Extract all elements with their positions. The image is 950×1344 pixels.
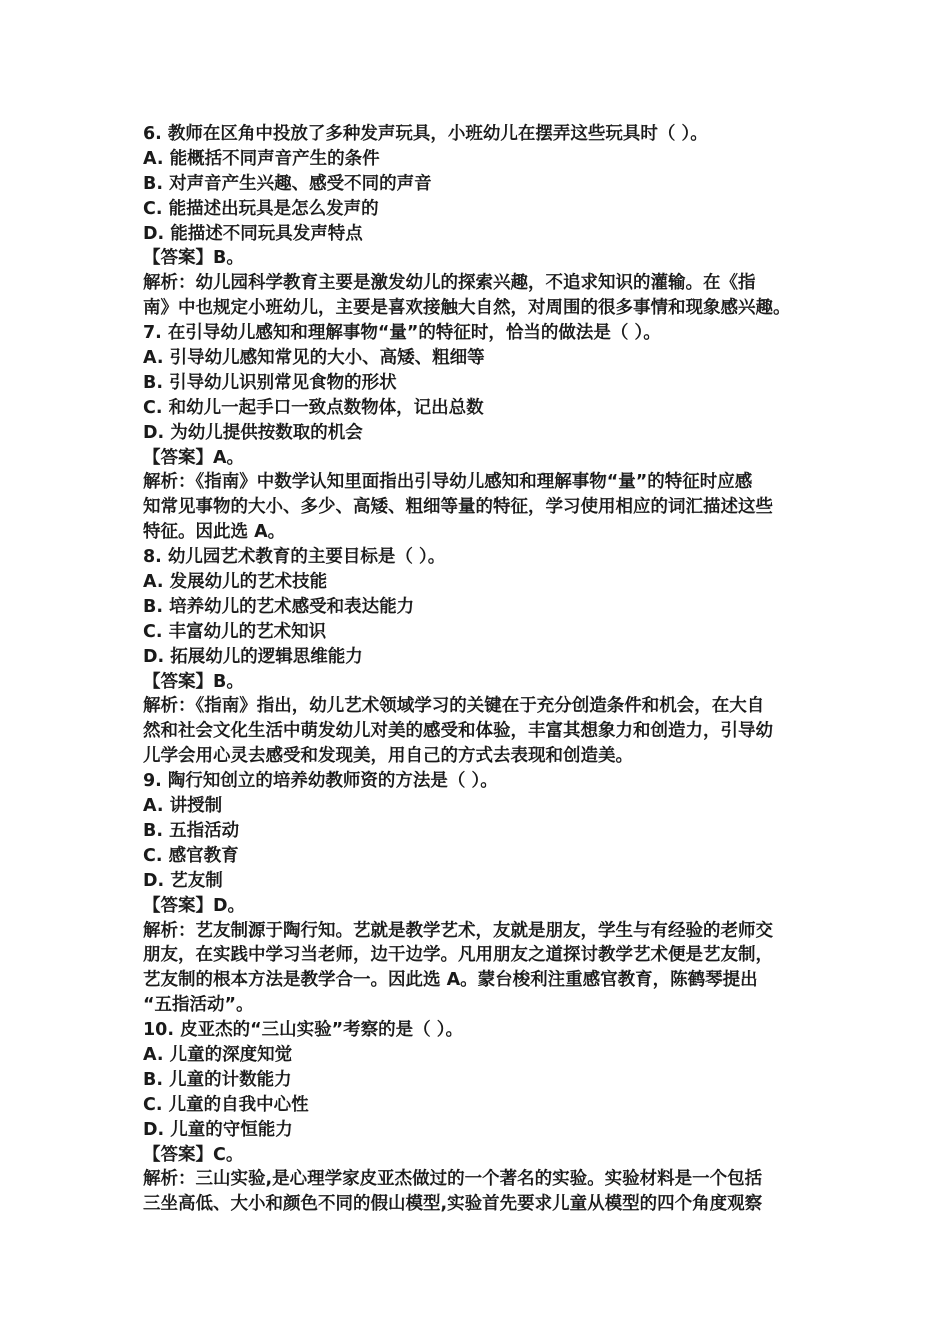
option-d: D. 为幼儿提供按数取的机会 [143,422,363,443]
analysis-line: 艺友制的根本方法是教学合一。因此选 A。蒙台梭利注重感官教育，陈鹤琴提出 [143,970,758,991]
question-stem: 8. 幼儿园艺术教育的主要目标是（ ）。 [143,547,446,568]
question-7 [143,321,815,545]
question-stem: 6. 教师在区角中投放了多种发声玩具，小班幼儿在摆弄这些玩具时（ ）。 [143,124,708,144]
option-c: C. 和幼儿一起手口一致点数物体，记出总数 [143,397,484,418]
option-b: B. 培养幼儿的艺术感受和表达能力 [143,596,415,617]
question-stem: 7. 在引导幼儿感知和理解事物“量”的特征时，恰当的做法是（ ）。 [143,323,661,344]
option-c: C. 感官教育 [143,845,239,866]
analysis-line: 南》中也规定小班幼儿，主要是喜欢接触大自然，对周围的很多事情和现象感兴趣。 [143,298,791,319]
answer: 【答案】C。 [143,1144,244,1165]
question-10 [143,1018,815,1217]
answer: 【答案】A。 [143,447,245,468]
analysis-line: 特征。因此选 A。 [143,522,286,543]
answer: 【答案】D。 [143,895,246,916]
analysis-line: 解析：幼儿园科学教育主要是激发幼儿的探索兴趣，不追求知识的灌输。在《指 [143,273,756,294]
option-a: A. 能概括不同声音产生的条件 [143,148,380,169]
option-c: C. 儿童的自我中心性 [143,1094,309,1115]
analysis-line: “五指活动”。 [143,995,254,1016]
option-d: D. 拓展幼儿的逻辑思维能力 [143,646,363,667]
analysis-line: 朋友，在实践中学习当老师，边干边学。凡用朋友之道探讨教学艺术便是艺友制， [143,945,773,966]
document-page [143,122,815,1217]
option-a: A. 发展幼儿的艺术技能 [143,572,328,593]
question-stem: 10. 皮亚杰的“三山实验”考察的是（ ）。 [143,1020,463,1041]
analysis-line: 三坐高低、大小和颜色不同的假山模型,实验首先要求儿童从模型的四个角度观察 [143,1194,763,1215]
option-d: D. 能描述不同玩具发声特点 [143,223,363,244]
option-a: A. 儿童的深度知觉 [143,1044,293,1065]
option-b: B. 儿童的计数能力 [143,1069,292,1090]
analysis-line: 解析：艺友制源于陶行知。艺就是教学艺术，友就是朋友，学生与有经验的老师交 [143,920,773,941]
analysis-line: 知常见事物的大小、多少、高矮、粗细等量的特征，学习使用相应的词汇描述这些 [143,497,773,518]
question-6 [143,122,815,321]
question-9 [143,769,815,1018]
option-a: A. 讲授制 [143,796,223,817]
option-c: C. 丰富幼儿的艺术知识 [143,621,327,642]
question-8 [143,545,815,769]
answer: 【答案】B。 [143,248,244,269]
option-d: D. 儿童的守恒能力 [143,1119,293,1140]
analysis-line: 解析：《指南》中数学认知里面指出引导幼儿感知和理解事物“量”的特征时应感 [143,472,753,493]
answer: 【答案】B。 [143,671,244,692]
analysis-line: 儿学会用心灵去感受和发现美，用自己的方式去表现和创造美。 [143,746,633,767]
option-b: B. 对声音产生兴趣、感受不同的声音 [143,173,432,194]
analysis-line: 解析：三山实验,是心理学家皮亚杰做过的一个著名的实验。实验材料是一个包括 [143,1169,763,1190]
analysis-line: 然和社会文化生活中萌发幼儿对美的感受和体验，丰富其想象力和创造力，引导幼 [143,721,773,742]
analysis-line: 解析：《指南》指出，幼儿艺术领域学习的关键在于充分创造条件和机会，在大自 [143,696,765,717]
option-a: A. 引导幼儿感知常见的大小、高矮、粗细等 [143,348,485,369]
option-b: B. 引导幼儿识别常见食物的形状 [143,372,397,393]
option-c: C. 能描述出玩具是怎么发声的 [143,198,379,219]
question-stem: 9. 陶行知创立的培养幼教师资的方法是（ ）。 [143,771,498,792]
option-b: B. 五指活动 [143,820,240,841]
option-d: D. 艺友制 [143,870,223,891]
